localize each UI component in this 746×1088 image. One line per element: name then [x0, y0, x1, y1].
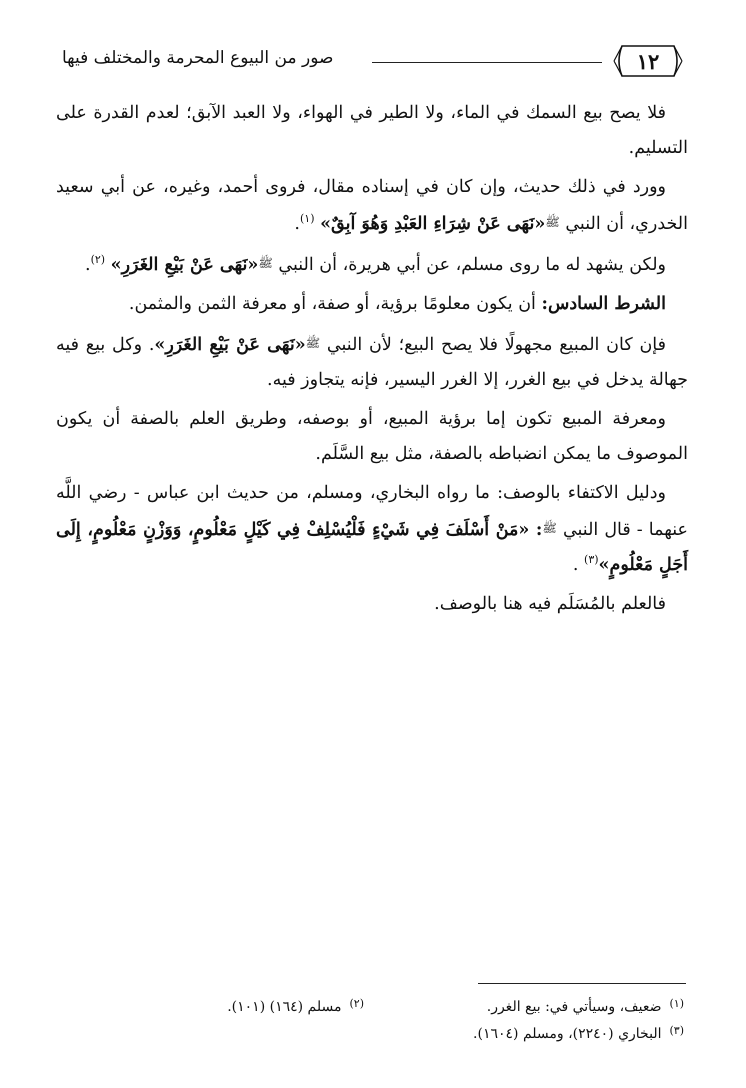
condition-label: الشرط السادس:	[541, 294, 666, 314]
page-header	[60, 40, 684, 88]
footnote-number: (٢)	[349, 997, 364, 1010]
footnote-text: مسلم (١٦٤) (١٠١).	[227, 999, 342, 1015]
hadith-quote: : «مَنْ أَسْلَفَ فِي شَيْءٍ فَلْيُسْلِفْ فِي كَيْلٍ مَعْلُومٍ، وَوَزْنٍ مَعْلُومٍ، إِلَى أَجَلٍ مَعْلُومٍ»	[56, 520, 688, 575]
footnote-text: البخاري (٢٢٤٠)، ومسلم (١٦٠٤).	[473, 1026, 662, 1042]
salutation-glyph: ﷺ	[305, 336, 321, 350]
paragraph	[56, 326, 688, 398]
footnote-3	[384, 1019, 684, 1046]
header-rule	[372, 62, 602, 63]
footnote-rule	[478, 983, 686, 984]
footnote-ref[interactable]: (١)	[299, 212, 315, 226]
paragraph-text: ومعرفة المبيع تكون إما برؤية المبيع، أو بوصفه، وطريق العلم بالصفة أن يكون الموصوف ما يمكن انضباطه بالصفة، مثل بيع السَّلَم.	[56, 409, 688, 464]
hadith-quote: «نَهَى عَنْ شِرَاءِ العَبْدِ وَهُوَ آبِقٌ»	[320, 214, 546, 234]
punctuation: .	[85, 255, 91, 275]
footnote-number: (٣)	[669, 1024, 684, 1037]
running-title: صور من البيوع المحرمة والمختلف فيها	[62, 48, 334, 68]
paragraph-text: فلا يصح بيع السمك في الماء، ولا الطير في الهواء، ولا العبد الآبق؛ لعدم القدرة على التسليم.	[56, 103, 688, 158]
paragraph	[56, 402, 688, 472]
salutation-glyph: ﷺ	[542, 521, 557, 535]
footnote-row	[64, 1019, 684, 1046]
paragraph-text: ودليل الاكتفاء بالوصف: ما رواه البخاري، ومسلم، من حديث ابن عباس - رضي اللَّه عنهما - قال النبي	[56, 483, 688, 540]
paragraph-text: فإن كان المبيع مجهولًا فلا يصح البيع؛ لأن النبي	[326, 335, 666, 355]
footnote-row	[64, 992, 684, 1019]
hadith-quote: «نَهَى عَنْ بَيْعِ الغَرَرِ»	[110, 255, 259, 275]
footnote-text: ضعيف، وسيأتي في: بيع الغرر.	[486, 999, 662, 1015]
footnote-2	[64, 992, 364, 1019]
salutation-glyph: ﷺ	[545, 215, 560, 229]
paragraph	[56, 246, 688, 283]
paragraph	[56, 96, 688, 166]
page-number: ١٢	[636, 48, 660, 74]
footnotes	[64, 992, 684, 1046]
paragraph	[56, 587, 688, 622]
hadith-quote: «نَهَى عَنْ بَيْعِ الغَرَرِ»	[154, 335, 306, 355]
page-number-badge	[612, 42, 684, 80]
paragraph-text: فالعلم بالمُسَلَم فيه هنا بالوصف.	[434, 594, 666, 614]
paragraph-text: أن يكون معلومًا برؤية، أو صفة، أو معرفة الثمن والمثمن.	[128, 294, 536, 314]
punctuation: .	[294, 214, 300, 234]
body-text	[56, 96, 688, 626]
paragraph-text: وورد في ذلك حديث، وإن كان في إسناده مقال، فروى أحمد، وغيره، عن أبي سعيد الخدري، أن النبي	[56, 177, 688, 234]
paragraph-text: ولكن يشهد له ما روى مسلم، عن أبي هريرة، أن النبي	[278, 255, 666, 275]
salutation-glyph: ﷺ	[258, 256, 273, 270]
footnote-1	[384, 992, 684, 1019]
punctuation: .	[572, 555, 579, 575]
paragraph	[56, 287, 688, 322]
paragraph-text: . وكل بيع فيه جهالة يدخل في بيع الغرر، إلا الغرر اليسير، فإنه يتجاوز فيه.	[56, 335, 688, 390]
paragraph	[56, 476, 688, 583]
footnote-number: (١)	[669, 997, 684, 1010]
footnote-ref[interactable]: (٣)	[584, 553, 599, 567]
paragraph	[56, 170, 688, 242]
footnote-ref[interactable]: (٢)	[90, 253, 106, 267]
